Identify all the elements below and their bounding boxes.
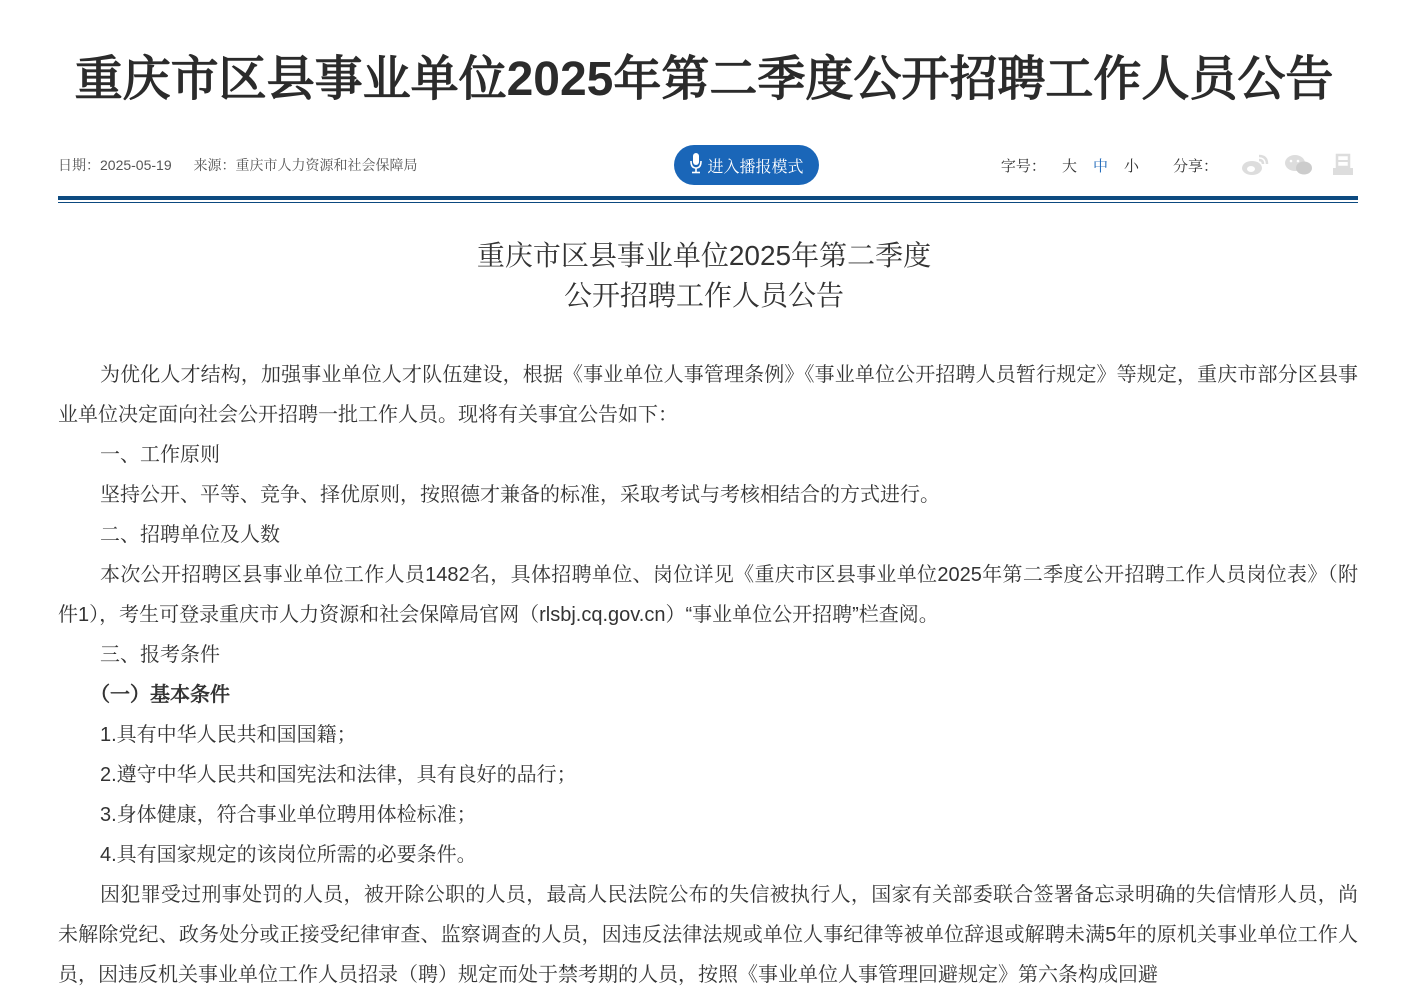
article-body [58, 355, 1358, 995]
list-item: 1.具有中华人民共和国国籍； [100, 724, 357, 746]
page-title: 重庆市区县事业单位2025年第二季度公开招聘工作人员公告 [74, 53, 1334, 106]
font-size-large[interactable]: 大 [1061, 157, 1077, 175]
print-icon[interactable] [1328, 152, 1358, 178]
paragraph: 坚持公开、平等、竞争、择优原则，按照德才兼备的标准，采取考试与考核相结合的方式进行。 [100, 484, 940, 506]
article-tools [1001, 152, 1358, 178]
font-size-label: 字号： [1000, 157, 1046, 175]
header-divider-thin [58, 202, 1358, 203]
subsection-heading: （一）基本条件 [90, 684, 230, 706]
font-size-medium[interactable]: 中 [1092, 157, 1108, 175]
list-item: 3.身体健康，符合事业单位聘用体检标准； [100, 804, 477, 826]
section-heading: 三、报考条件 [100, 644, 220, 666]
weibo-icon[interactable] [1240, 152, 1270, 178]
microphone-icon [689, 152, 703, 179]
article-meta [58, 155, 436, 175]
list-item: 2.遵守中华人民共和国宪法和法律，具有良好的品行； [100, 764, 577, 786]
section-heading: 一、工作原则 [100, 444, 220, 466]
page [8, 0, 1400, 1002]
share-label: 分享： [1172, 157, 1218, 175]
source: 来源：重庆市人力资源和社会保障局 [193, 157, 418, 173]
broadcast-mode-button[interactable] [674, 145, 819, 185]
list-item: 4.具有国家规定的该岗位所需的必要条件。 [100, 844, 477, 866]
paragraph: 因犯罪受过刑事处罚的人员，被开除公职的人员，最高人民法院公布的失信被执行人，国家有关部委联合签署备忘录明确的失信情形人员，尚未解除党纪、政务处分或正接受纪律审查、监察调查的人员，因违反法律法规或单位人事纪律等被单位辞退或解聘未满5年的原机关事业单位工作人员，因违反机关事业单位工作人员招录（聘）规定而处于禁考期的人员，按照《事业单位人事管理回避规定》第六条构成回避 [58, 884, 1358, 986]
article-title-line-1: 重庆市区县事业单位2025年第二季度 [476, 240, 932, 271]
paragraph: 为优化人才结构，加强事业单位人才队伍建设，根据《事业单位人事管理条例》《事业单位公开招聘人员暂行规定》等规定，重庆市部分区县事业单位决定面向社会公开招聘一批工作人员。现将有关事宜公告如下： [58, 364, 1358, 426]
paragraph: 本次公开招聘区县事业单位工作人员1482名，具体招聘单位、岗位详见《重庆市区县事业单位2025年第二季度公开招聘工作人员岗位表》（附件1），考生可登录重庆市人力资源和社会保障局官网（rlsbj.cq.gov.cn）“事业单位公开招聘”栏查阅。 [58, 564, 1358, 626]
publish-date: 日期：2025-05-19 [58, 157, 172, 173]
font-size-small[interactable]: 小 [1123, 157, 1139, 175]
article-title-line-2: 公开招聘工作人员公告 [563, 280, 844, 311]
broadcast-mode-label: 进入播报模式 [707, 158, 804, 176]
header-divider [58, 196, 1358, 200]
wechat-icon[interactable] [1284, 152, 1314, 178]
article-title [8, 236, 1400, 316]
section-heading: 二、招聘单位及人数 [100, 524, 280, 546]
